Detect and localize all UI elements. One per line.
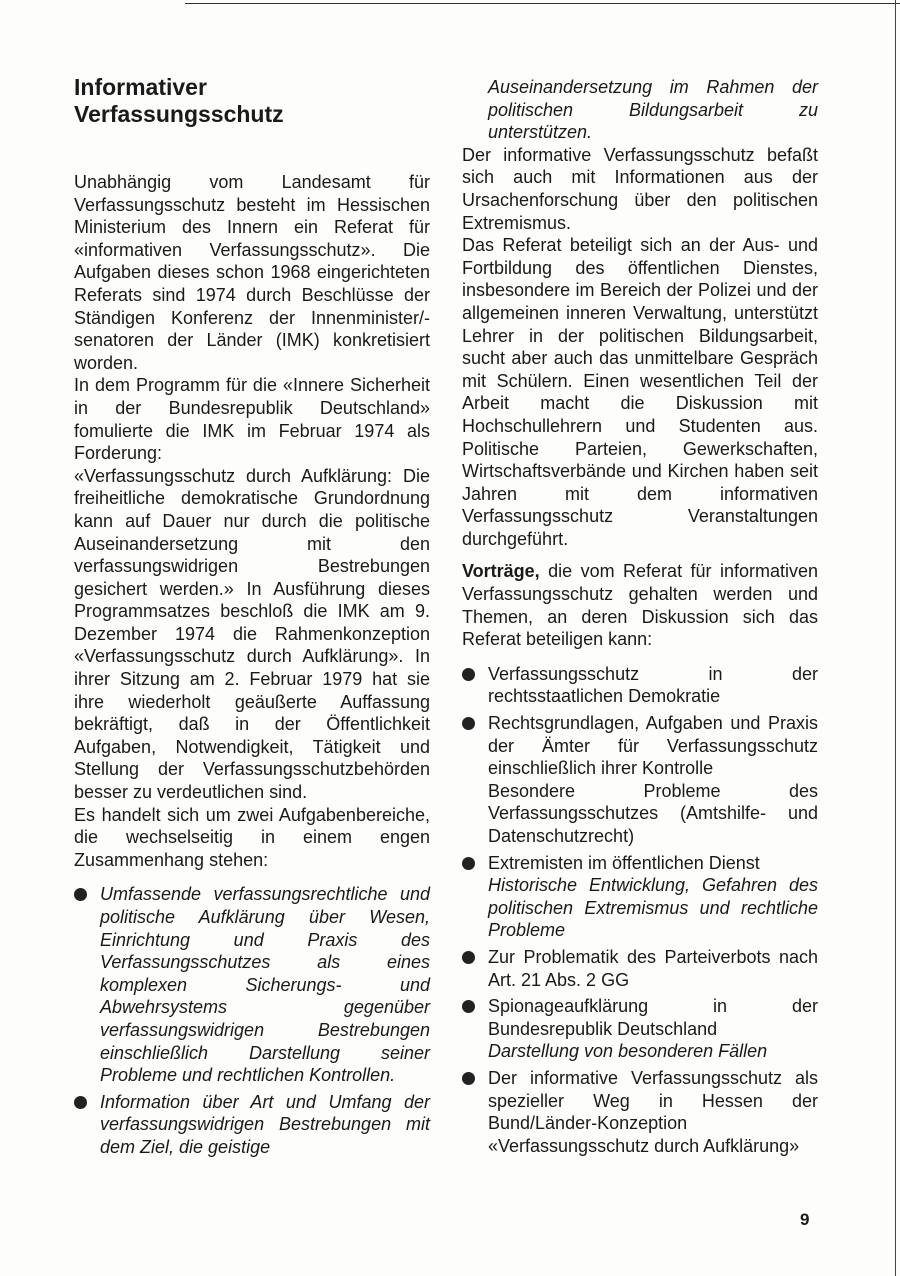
- bullet-icon: [462, 1000, 475, 1013]
- left-paragraph-3: «Verfassungsschutz durch Aufklärung: Die freiheitliche demokratische Grundordnung kann auf Dauer nur durch die politische Auseinandersetzung mit den verfassungswidrigen Bestrebungen gesichert werden.» In Ausführung dieses Programmsatzes beschloß die IMK am 9. Dezember 1974 die Rahmenkonzeption «Verfassungsschutz durch Aufklärung». In ihrer Sitzung am 2. Februar 1979 hat sie ihre wiederholt geäußerte Auffassung bekräftigt, daß in der Öffentlichkeit Aufgaben, Notwendigkeit, Tätigkeit und Stellung der Verfassungsschutzbehörden besser zu verdeutlichen sind.: [74, 465, 430, 803]
- list-item: Umfassende verfassungsrechtliche und politische Aufklärung über Wesen, Einrichtung und Praxis des Verfassungsschutzes als eines komplexen Sicherungs- und Abwehrsystems gegenüber verfassungswidrigen Bestrebungen einschließlich Darstellung seiner Probleme und rechtlichen Kontrollen.: [74, 883, 430, 1086]
- list-item: Extremisten im öffentlichen Dienst Historische Entwicklung, Gefahren des politischen Extremismus und rechtliche Probleme: [462, 852, 818, 942]
- right-column: [462, 76, 818, 1161]
- page-title: [74, 74, 374, 128]
- left-bullet-list: [74, 883, 430, 1158]
- bullet-icon: [462, 668, 475, 681]
- bullet-icon: [74, 888, 87, 901]
- title-line-1: Informativer: [74, 74, 207, 100]
- bullet-icon: [462, 857, 475, 870]
- list-item: Spionageaufklärung in der Bundesrepublik Deutschland Darstellung von besonderen Fällen: [462, 995, 818, 1063]
- left-paragraph-2: In dem Programm für die «Innere Sicherheit in der Bundesrepublik Deutschland» fomulierte die IMK im Februar 1974 als Forderung:: [74, 375, 430, 464]
- bullet-icon: [462, 951, 475, 964]
- right-paragraph-3: Vorträge, die vom Referat für informativen Verfassungsschutz gehalten werden und Themen, an deren Diskussion sich das Referat beteiligen kann:: [462, 561, 818, 650]
- right-paragraph-1: Der informative Verfassungsschutz befaßt sich auch mit Informationen aus der Ursachenforschung über den politischen Extremismus.: [462, 144, 818, 233]
- lectures-heading: Vorträge,: [462, 561, 540, 582]
- list-item: Zur Problematik des Parteiverbots nach Art. 21 Abs. 2 GG: [462, 946, 818, 991]
- left-column: [74, 171, 430, 1163]
- bullet-icon: [74, 1096, 87, 1109]
- bullet-icon: [462, 717, 475, 730]
- title-line-2: Verfassungsschutz: [74, 101, 284, 127]
- list-item: Rechtsgrundlagen, Aufgaben und Praxis der Ämter für Verfassungsschutz einschließlich ihrer Kontrolle Besondere Probleme des Verfassungsschutzes (Amtshilfe- und Datenschutzrecht): [462, 712, 818, 848]
- left-paragraph-4: Es handelt sich um zwei Aufgabenbereiche, die wechselseitig in einem engen Zusammenhang stehen:: [74, 804, 430, 870]
- top-rule: [185, 3, 900, 4]
- list-item: Verfassungsschutz in der rechtsstaatlichen Demokratie: [462, 663, 818, 708]
- right-paragraph-2: Das Referat beteiligt sich an der Aus- und Fortbildung des öffentlichen Dienstes, insbesondere im Bereich der Polizei und der allgemeinen inneren Verwaltung, unterstützt Lehrer in der politischen Bildungsarbeit, sucht aber auch das unmittelbare Gespräch mit Schülern. Einen wesentlichen Teil der Arbeit macht die Diskussion mit Hochschullehrern und Studenten aus. Politische Parteien, Gewerkschaften, Wirtschaftsverbände und Kirchen haben seit Jahren mit dem informativen Verfassungsschutz Veranstaltungen durchgeführt.: [462, 235, 818, 549]
- page-number: 9: [800, 1210, 810, 1229]
- right-bullet-list: [462, 663, 818, 1157]
- list-item: Der informative Verfassungsschutz als spezieller Weg in Hessen der Bund/Länder-Konzeption «Verfassungsschutz durch Aufklärung»: [462, 1067, 818, 1157]
- list-item: Information über Art und Umfang der verfassungswidrigen Bestrebungen mit dem Ziel, die geistige: [74, 1091, 430, 1159]
- bullet-icon: [462, 1072, 475, 1085]
- left-paragraph-1: Unabhängig vom Landesamt für Verfassungsschutz besteht im Hessischen Ministerium des Innern ein Referat für «informativen Verfassungsschutz». Die Aufgaben dieses schon 1968 eingerichteten Referats sind 1974 durch Beschlüsse der Ständigen Konferenz der Innenminister/-senatoren der Länder (IMK) konkretisiert worden.: [74, 172, 430, 373]
- right-rule: [895, 0, 896, 1276]
- right-continuation: Auseinandersetzung im Rahmen der politischen Bildungsarbeit zu unterstützen.: [488, 77, 818, 143]
